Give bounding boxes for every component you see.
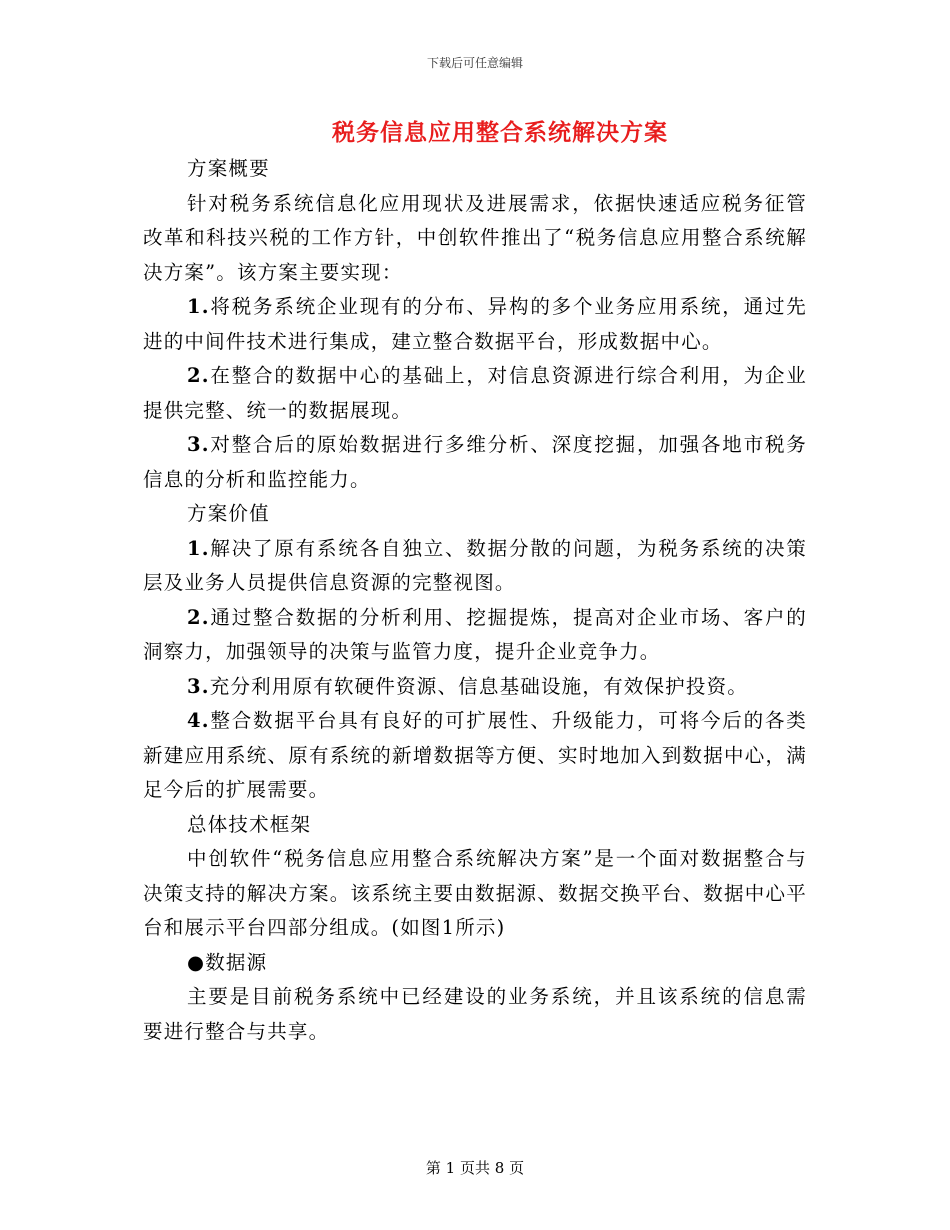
paragraph-text: ●数据源 — [187, 950, 268, 974]
section-heading-architecture — [143, 808, 807, 843]
paragraph-text: 对整合后的原始数据进行多维分析、深度挖掘，加强各地市税务信息的分析和监控能力。 — [143, 433, 807, 491]
section-heading-overview — [143, 152, 807, 187]
paragraph-text: 主要是目前税务系统中已经建设的业务系统，并且该系统的信息需要进行整合与共享。 — [143, 985, 807, 1043]
page-footer-number: 第 1 页共 8 页 — [425, 1159, 525, 1177]
list-item — [143, 359, 807, 428]
paragraph-number: 3. — [187, 674, 210, 698]
paragraph — [143, 187, 807, 291]
paragraph-text: 将税务系统企业现有的分布、异构的多个业务应用系统，通过先进的中间件技术进行集成，建立整合数据平台，形成数据中心。 — [143, 295, 807, 353]
document-title: 税务信息应用整合系统解决方案 — [332, 119, 668, 146]
bullet-heading-data-source — [143, 946, 807, 981]
paragraph-text: 方案价值 — [187, 502, 270, 525]
list-item — [143, 601, 807, 670]
paragraph-text: 总体技术框架 — [187, 812, 312, 836]
paragraph-number: 2. — [187, 364, 210, 387]
paragraph-number: 1. — [187, 536, 210, 560]
list-item — [143, 532, 807, 601]
paragraph-text: 解决了原有系统各自独立、数据分散的问题，为税务系统的决策层及业务人员提供信息资源的完整视图。 — [143, 536, 807, 594]
page-header-note: 下载后可任意编辑 — [426, 56, 523, 70]
list-item — [143, 428, 807, 497]
list-item — [143, 290, 807, 359]
paragraph-text: 充分利用原有软硬件资源、信息基础设施，有效保护投资。 — [209, 674, 748, 698]
list-item — [143, 704, 807, 808]
document-body — [143, 152, 807, 1049]
paragraph-number: 2. — [187, 605, 210, 629]
section-heading-value — [143, 497, 807, 532]
list-item — [143, 670, 807, 705]
paragraph-text: 针对税务系统信息化应用现状及进展需求，依据快速适应税务征管改革和科技兴税的工作方针，中创软件推出了“税务信息应用整合系统解决方案”。该方案主要实现： — [143, 191, 807, 284]
paragraph-text: 在整合的数据中心的基础上，对信息资源进行综合利用，为企业提供完整、统一的数据展现。 — [143, 364, 807, 422]
paragraph-text: 通过整合数据的分析利用、挖掘提炼，提高对企业市场、客户的洞察力，加强领导的决策与监管力度，提升企业竞争力。 — [143, 605, 807, 663]
paragraph — [143, 980, 807, 1049]
paragraph-text: 方案概要 — [187, 157, 270, 180]
paragraph-text: 中创软件“税务信息应用整合系统解决方案”是一个面对数据整合与决策支持的解决方案。该系统主要由数据源、数据交换平台、数据中心平台和展示平台四部分组成。(如图1所示) — [143, 847, 807, 939]
paragraph-number: 3. — [187, 433, 210, 456]
paragraph-text: 整合数据平台具有良好的可扩展性、升级能力，可将今后的各类新建应用系统、原有系统的新增数据等方便、实时地加入到数据中心，满足今后的扩展需要。 — [143, 709, 807, 801]
paragraph — [143, 842, 807, 946]
paragraph-number: 4. — [187, 709, 210, 732]
paragraph-number: 1. — [187, 295, 210, 318]
